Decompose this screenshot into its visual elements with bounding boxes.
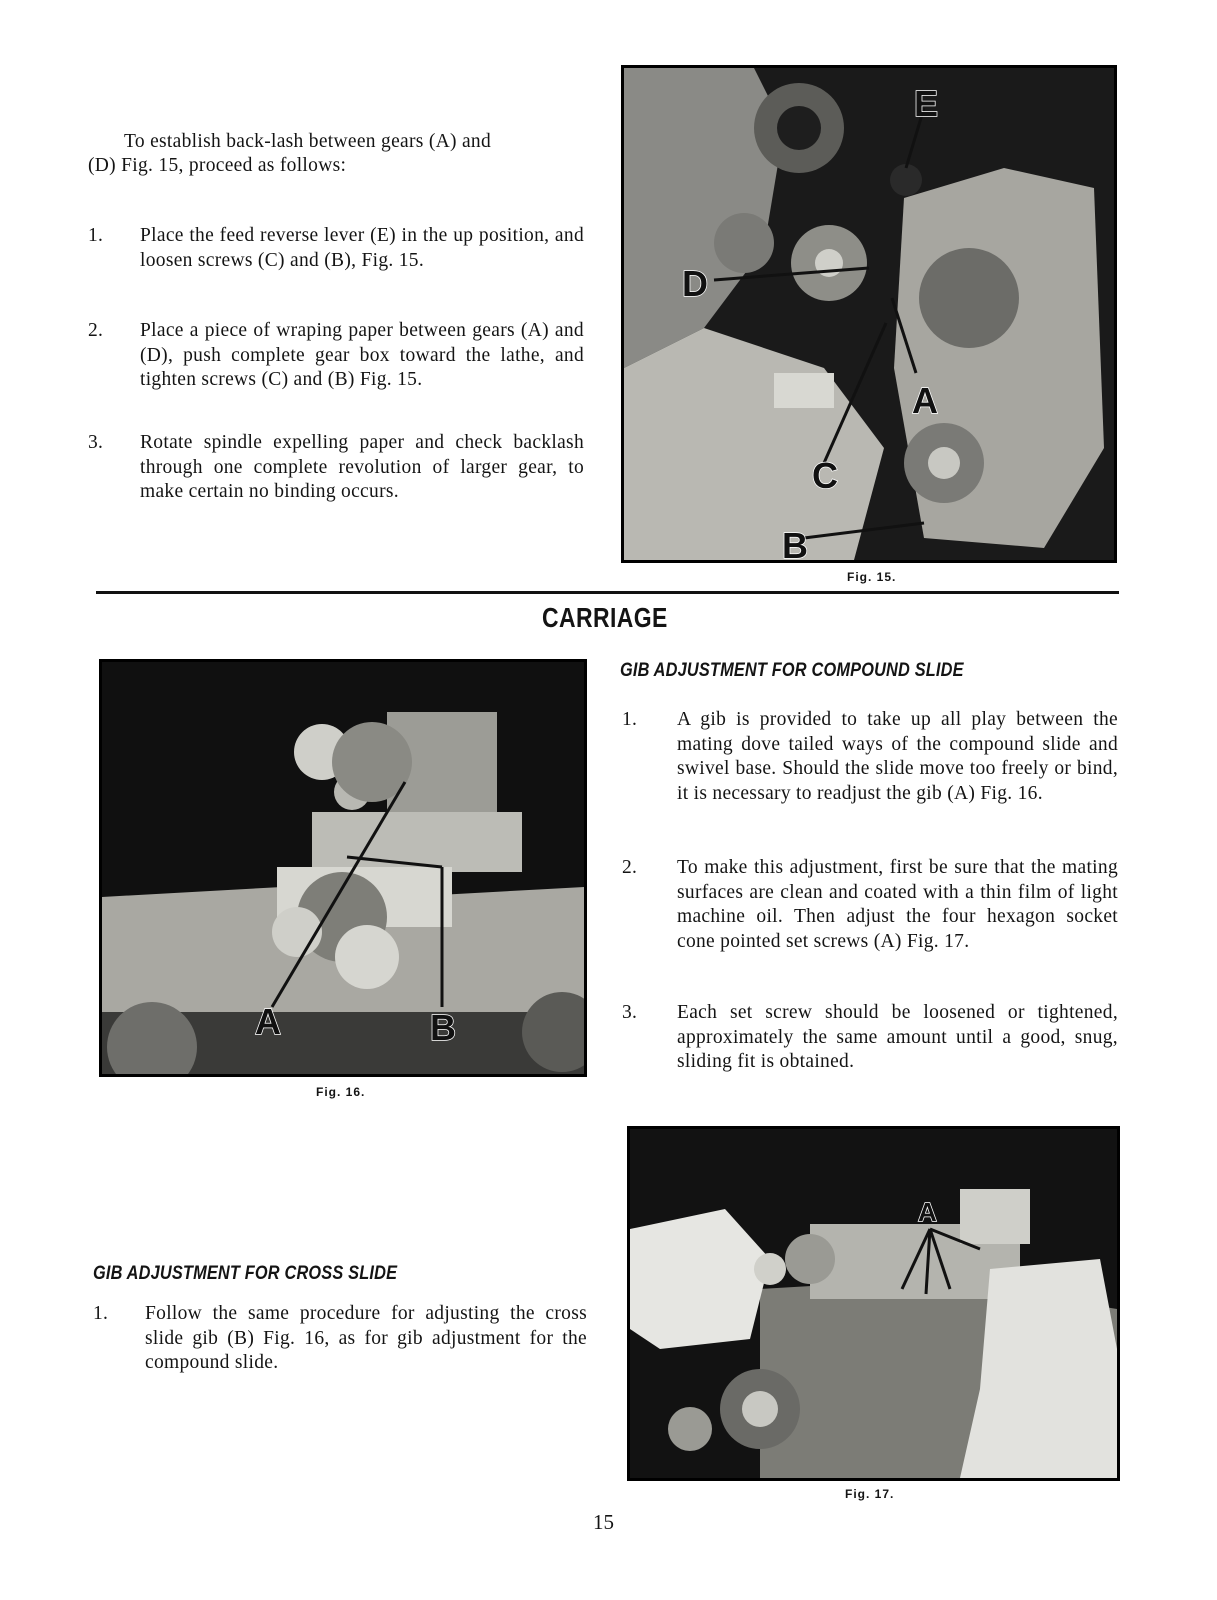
intro-paragraph	[88, 130, 588, 178]
fig15-label-b: B	[782, 525, 808, 560]
step-text: Place the feed reverse lever (E) in the up position, and loosen screws (C) and (B), Fig. 15.	[140, 225, 584, 271]
fig15-label-d: D	[682, 263, 708, 304]
fig17-illustration	[630, 1129, 1117, 1478]
fig16-label-a: A	[255, 1001, 281, 1042]
fig15-illustration	[624, 68, 1114, 560]
fig16-caption: Fig. 16.	[316, 1085, 366, 1099]
section-title: CARRIAGE	[542, 602, 668, 633]
fig17-caption: Fig. 17.	[845, 1487, 895, 1501]
page-number: 15	[593, 1510, 614, 1534]
backlash-step-3	[88, 431, 584, 505]
step-number: 1.	[93, 1303, 109, 1324]
compound-slide-heading: GIB ADJUSTMENT FOR COMPOUND SLIDE	[620, 660, 964, 681]
compound-step-2	[622, 856, 1118, 954]
fig17-photo	[627, 1126, 1120, 1481]
step-number: 1.	[622, 709, 638, 730]
fig15-label-a: A	[912, 380, 938, 421]
step-number: 2.	[88, 320, 104, 341]
fig17-label-a: A	[918, 1197, 937, 1227]
intro-line-2: (D) Fig. 15, proceed as follows:	[88, 155, 347, 176]
fig16-illustration	[102, 662, 584, 1074]
step-text: Each set screw should be loosened or tightened, approximately the same amount until a good, snug, sliding fit is obtained.	[677, 1002, 1118, 1072]
cross-step-1	[93, 1302, 587, 1376]
fig15-label-e: E	[914, 83, 939, 124]
fig16-label-b: B	[430, 1007, 456, 1048]
step-text: Follow the same procedure for adjusting the cross slide gib (B) Fig. 16, as for gib adjustment for the compound slide.	[145, 1303, 587, 1373]
section-divider	[96, 591, 1119, 594]
step-number: 3.	[88, 432, 104, 453]
intro-line-1: To establish back-lash between gears (A) and	[124, 131, 492, 152]
backlash-step-2	[88, 319, 584, 393]
fig16-photo	[99, 659, 587, 1077]
compound-step-3	[622, 1001, 1118, 1075]
fig15-label-c: C	[812, 455, 838, 496]
compound-step-1	[622, 708, 1118, 806]
backlash-step-1	[88, 224, 584, 273]
step-text: Rotate spindle expelling paper and check backlash through one complete revolution of larger gear, to make certain no binding occurs.	[140, 432, 584, 502]
fig15-photo	[621, 65, 1117, 563]
step-text: Place a piece of wraping paper between gears (A) and (D), push complete gear box toward the lathe, and tighten screws (C) and (B) Fig. 15.	[140, 320, 584, 390]
step-number: 3.	[622, 1002, 638, 1023]
step-text: To make this adjustment, first be sure that the mating surfaces are clean and coated with a thin film of light machine oil. Then adjust the four hexagon socket cone pointed set screws (A) Fig. 17.	[677, 857, 1118, 952]
cross-slide-heading: GIB ADJUSTMENT FOR CROSS SLIDE	[93, 1263, 398, 1284]
step-number: 2.	[622, 857, 638, 878]
step-text: A gib is provided to take up all play between the mating dove tailed ways of the compound slide and swivel base. Should the slide move too freely or bind, it is necessary to readjust the gib (A) Fig. 16.	[677, 709, 1118, 804]
fig15-caption: Fig. 15.	[847, 570, 897, 584]
step-number: 1.	[88, 225, 104, 246]
